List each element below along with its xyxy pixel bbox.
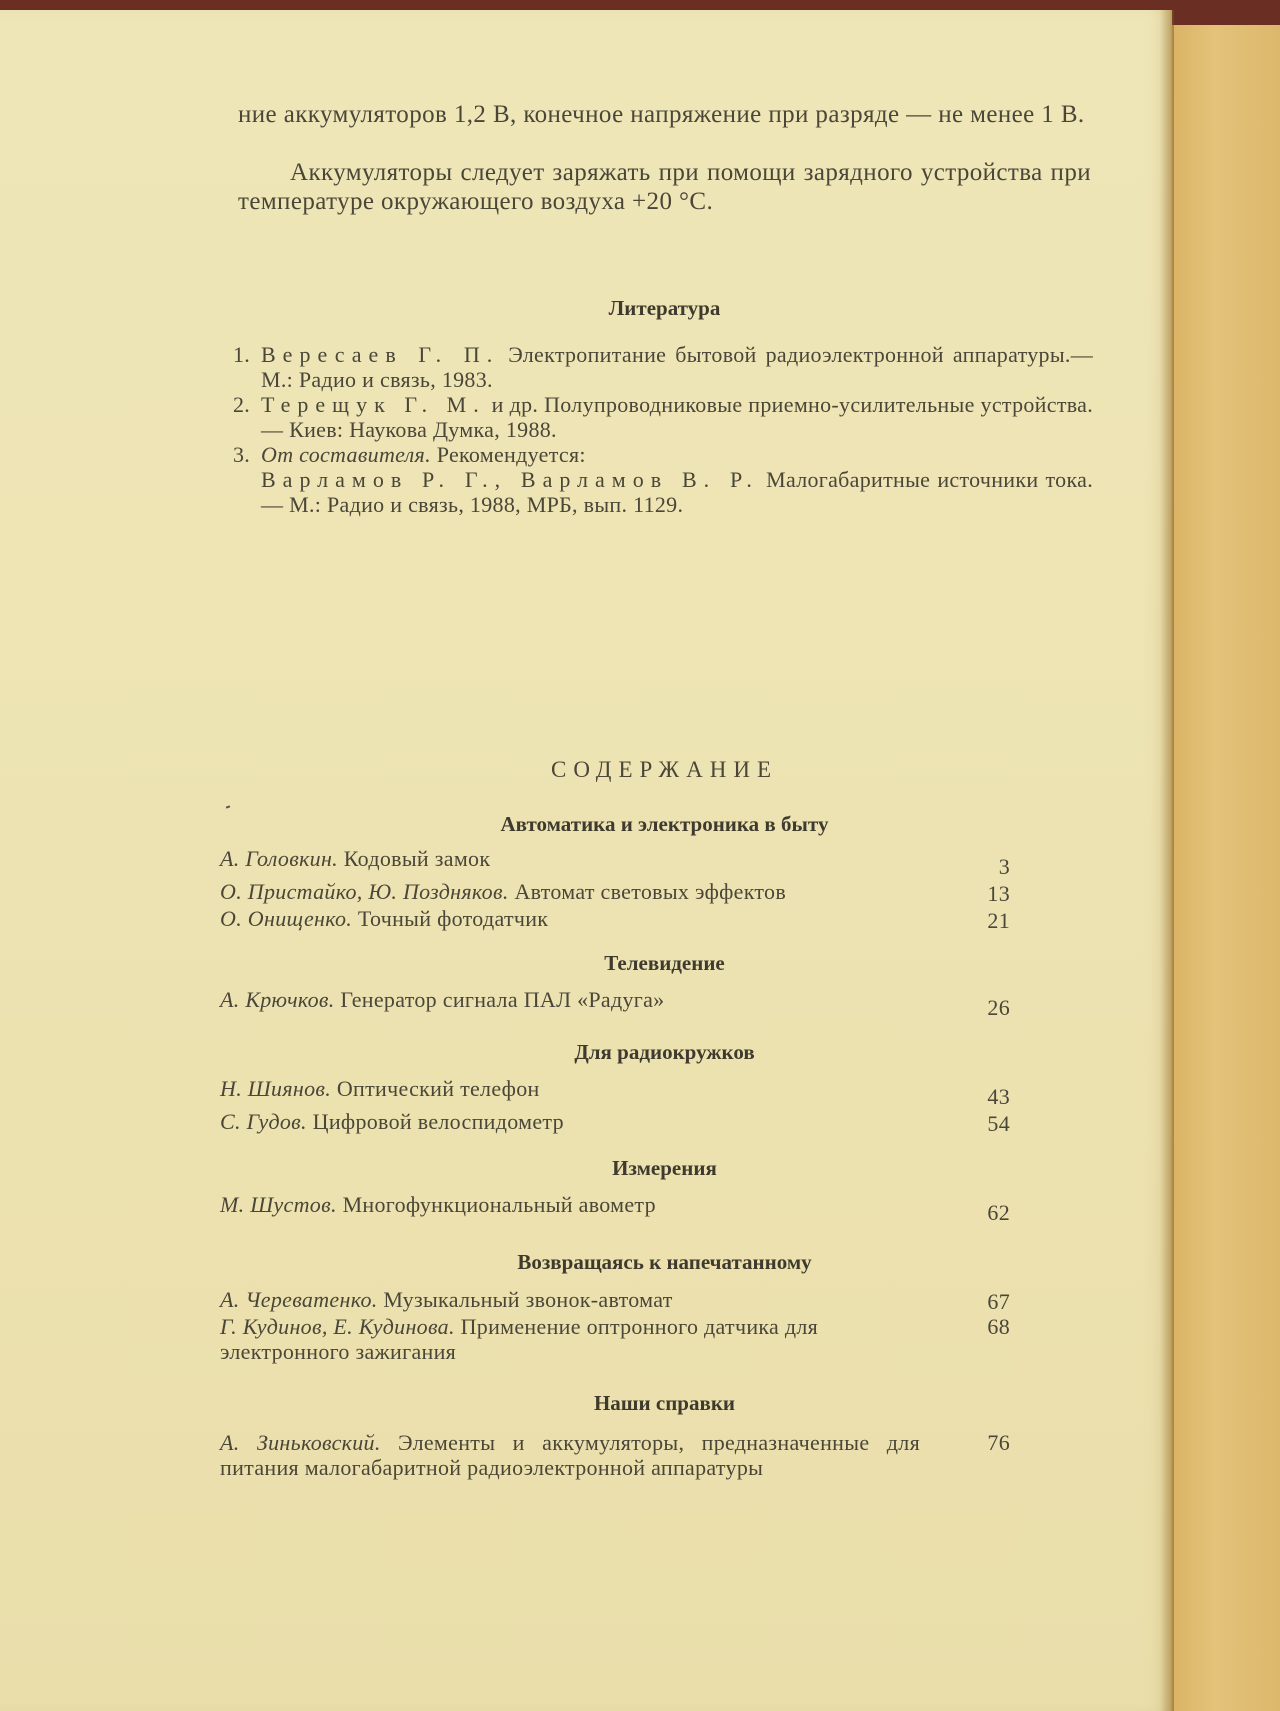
contents-section-heading: Автоматика и электроника в быту [500,812,829,836]
contents-section-heading: Возвращаясь к напечатанному [517,1250,812,1274]
body-paragraph-1: ние аккумуляторов 1,2 В, конечное напряжение при разряде — не менее 1 В. [238,101,1085,128]
entry-page-number: 3 [998,854,1010,879]
body-paragraph-2: Аккумуляторы следует заряжать при помощи зарядного устройства при температуре окружающего воздуха +20 °С. [238,159,1091,215]
contents-section [220,1430,1010,1480]
entry-title: Многофункциональный авометр [342,1192,656,1217]
entry-title: Точный фотодатчик [357,906,549,931]
literature-heading: Литература [608,296,721,320]
contents-entry [220,1314,1010,1364]
literature-item [233,442,1093,517]
entry-author: С. Гудов. [220,1109,307,1134]
literature-item-number: 3. [233,442,251,467]
entry-page-number: 13 [987,881,1010,906]
contents-entry [220,1192,1010,1225]
contents-section [220,1192,1010,1225]
contents-entry [220,906,1010,933]
entry-title: Цифровой велоспидометр [312,1109,564,1134]
entry-title: Автомат световых эффектов [514,879,787,904]
entry-title: Оптический телефон [336,1076,540,1101]
contents-entry [220,987,1010,1020]
entry-author: А. Головкин. [220,846,338,871]
literature-author: Вересаев Г. П. [261,342,500,367]
entry-author: Н. Шиянов. [220,1076,332,1101]
entry-author: О. Онищенко. [220,906,353,931]
contents-title: СОДЕРЖАНИЕ [550,757,778,782]
entry-author: А. Крючков. [220,987,335,1012]
contents-entry [220,1109,1010,1136]
entry-page-number: 68 [987,1314,1010,1339]
literature-details: Малогабаритные источники тока.— М.: Радио и связь, 1988, МРБ, вып. 1129. [261,467,1093,517]
entry-author: М. Шустов. [220,1192,337,1217]
entry-page-number: 76 [987,1430,1010,1455]
literature-note: От составителя. [261,442,431,467]
contents-entry [220,846,1010,879]
entry-title: Кодовый замок [343,846,491,871]
entry-page-number: 54 [987,1111,1010,1136]
contents-entry [220,1287,1010,1314]
page-edge-shadow [1160,10,1174,1711]
literature-author: Терещук Г. М. [261,392,486,417]
contents-section [220,846,1010,933]
entry-author: О. Пристайко, Ю. Поздняков. [220,879,509,904]
entry-page-number: 67 [987,1289,1010,1314]
contents-section [220,987,1010,1020]
contents-entry [220,1430,1010,1480]
contents-section-heading: Измерения [612,1156,717,1180]
literature-details: и др. Полупроводниковые приемно-усилительные устройства.— Киев: Наукова Думка, 1988. [261,392,1093,442]
underlying-page [1170,25,1280,1711]
entry-page-number: 26 [987,995,1010,1020]
literature-note-rest: Рекомендуется: [436,442,586,467]
entry-title: Элементы и аккумуляторы, предназначенные для питания малогабаритной радиоэлектронной аппаратуры [220,1430,920,1480]
literature-author: Варламов Р. Г., Варламов В. Р. [261,467,759,492]
contents-section-heading: Телевидение [604,951,725,975]
entry-page-number: 21 [987,908,1010,933]
contents-entry [220,1076,1010,1109]
literature-item [233,342,1093,392]
entry-author: А. Зиньковский. [220,1430,381,1455]
contents-section-heading: Для радиокружков [574,1040,755,1064]
contents-section [220,1287,1010,1364]
entry-title: Генератор сигнала ПАЛ «Радуга» [340,987,665,1012]
literature-item-number: 2. [233,392,251,417]
literature-list [233,342,1093,517]
entry-author: Г. Кудинов, Е. Кудинова. [220,1314,455,1339]
entry-title: Применение оптронного датчика для электронного зажигания [220,1314,819,1364]
entry-author: А. Череватенко. [220,1287,378,1312]
contents-section [220,1076,1010,1136]
contents-entry [220,879,1010,906]
literature-item-number: 1. [233,342,251,367]
contents-section-heading: Наши справки [593,1391,736,1415]
literature-details: Электропитание бытовой радиоэлектронной аппаратуры.— М.: Радио и связь, 1983. [261,342,1094,392]
literature-item [233,392,1093,442]
entry-title: Музыкальный звонок-автомат [383,1287,673,1312]
entry-page-number: 43 [987,1084,1010,1109]
entry-page-number: 62 [987,1200,1010,1225]
